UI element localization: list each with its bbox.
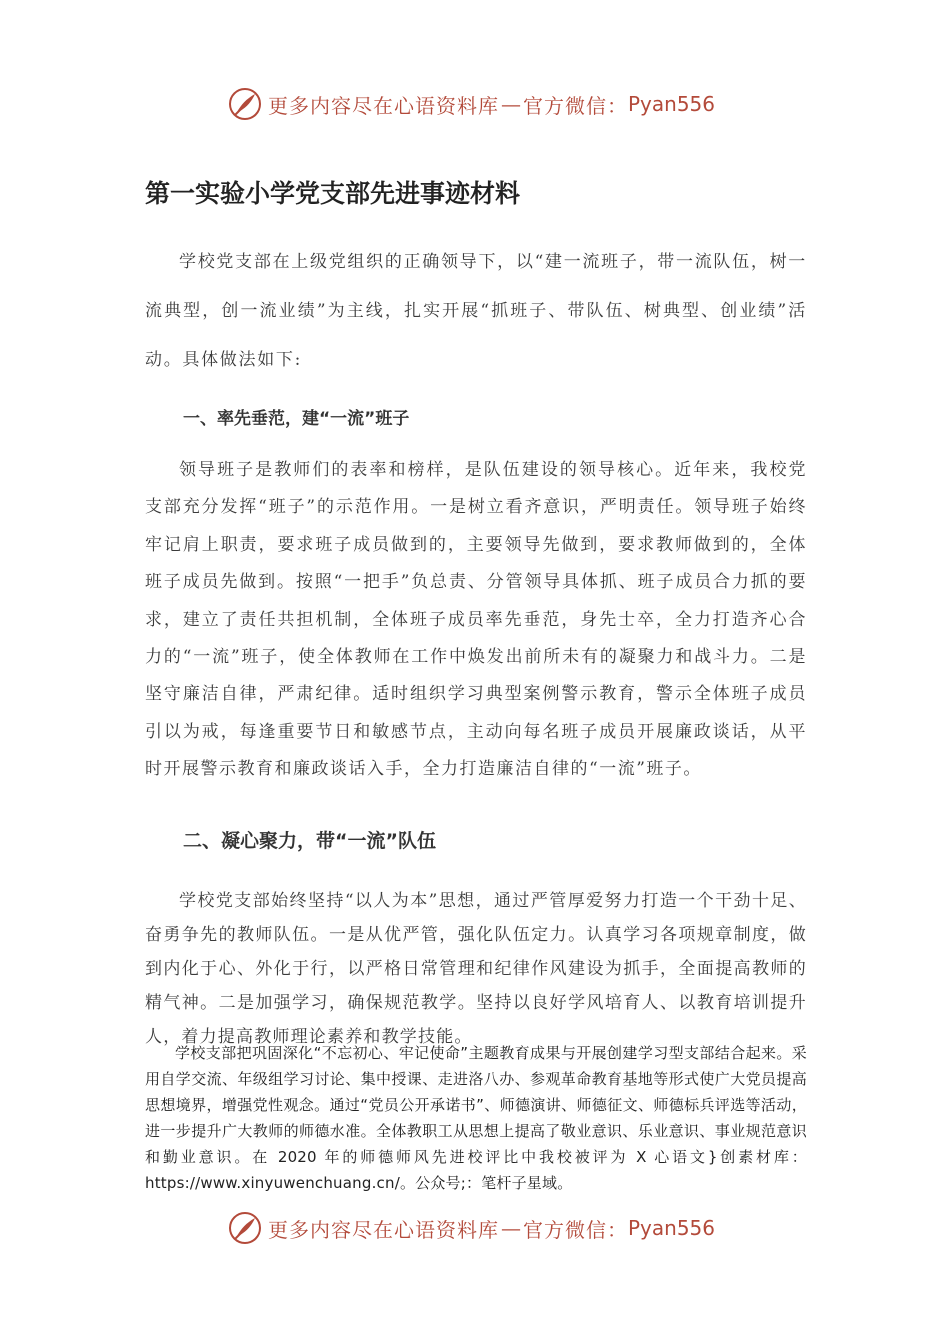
banner-separator: — <box>501 1216 521 1240</box>
section-body-1: 领导班子是教师们的表率和榜样，是队伍建设的领导核心。近年来，我校党支部充分发挥“班子”的示范作用。一是树立看齐意识，严明责任。领导班子始终牢记肩上职责，要求班子成员做到的，主要领导先做到，要求教师做到的，全体班子成员先做到。按照“一把手”负总责、分管领导具体抓、班子成员合力抓的要求，建立了责任共担机制，全体班子成员率先垂范，身先士卒，全力打造齐心合力的“一流”班子，使全体教师在工作中焕发出前所未有的凝聚力和战斗力。二是坚守廉洁自律，严肃纪律。适时组织学习典型案例警示教育，警示全体班子成员引以为戒，每逢重要节日和敏感节点，主动向每名班子成员开展廉政谈话，从平时开展警示教育和廉政谈话入手，全力打造廉洁自律的“一流”班子。 <box>145 460 807 780</box>
section-body-2-extra: 学校支部把巩固深化“不忘初心、牢记使命”主题教育成果与开展创建学习型支部结合起来。采用自学交流、年级组学习讨论、集中授课、走进洛八办、参观革命教育基地等形式使广大党员提高思想境界，增强党性观念。通过“党员公开承诺书”、师德演讲、师德征文、师德标兵评选等活动，进一步提升广大教师的师德水准。全体教职工从思想上提高了敬业意识、乐业意识、事业规范意识和勤业意识。在 2020 年的师德师风先进校评比中我校被评为 X 心语文}创素材库：https://www.xinyuwenchuang.cn/。公众号;：笔杆子星域。 <box>145 1044 807 1192</box>
banner-account-label: 官方微信： <box>523 1217 628 1242</box>
banner-separator: — <box>501 92 521 116</box>
banner-account: Pyan556 <box>628 92 716 116</box>
section-body-2: 学校党支部始终坚持“以人为本”思想，通过严管厚爱努力打造一个干劲十足、奋勇争先的教师队伍。一是从优严管，强化队伍定力。认真学习各项规章制度，做到内化于心、外化于行，以严格日常管理和纪律作风建设为抓手，全面提高教师的精气神。二是加强学习，确保规范教学。坚持以良好学风培育人、以教育培训提升人，着力提高教师理论素养和教学技能。 <box>145 891 807 1047</box>
banner-slogan: 更多内容尽在心语资料库 <box>268 93 499 118</box>
banner-slogan: 更多内容尽在心语资料库 <box>268 1217 499 1242</box>
banner-account-label: 官方微信： <box>523 93 628 118</box>
intro-paragraph: 学校党支部在上级党组织的正确领导下，以“建一流班子，带一流队伍，树一流典型，创一流业绩”为主线，扎实开展“抓班子、带队伍、树典型、创业绩”活动。具体做法如下: <box>145 252 807 370</box>
watermark-banner-bottom <box>228 1208 715 1248</box>
quill-logo-icon <box>228 1211 262 1245</box>
quill-logo-icon <box>228 87 262 121</box>
document-title: 第一实验小学党支部先进事迹材料 <box>145 179 521 208</box>
section-heading-2: 二、凝心聚力，带“一流”队伍 <box>183 830 436 852</box>
watermark-banner-top <box>228 84 715 124</box>
section-heading-1: 一、率先垂范，建“一流”班子 <box>183 409 410 429</box>
banner-account: Pyan556 <box>628 1216 716 1240</box>
